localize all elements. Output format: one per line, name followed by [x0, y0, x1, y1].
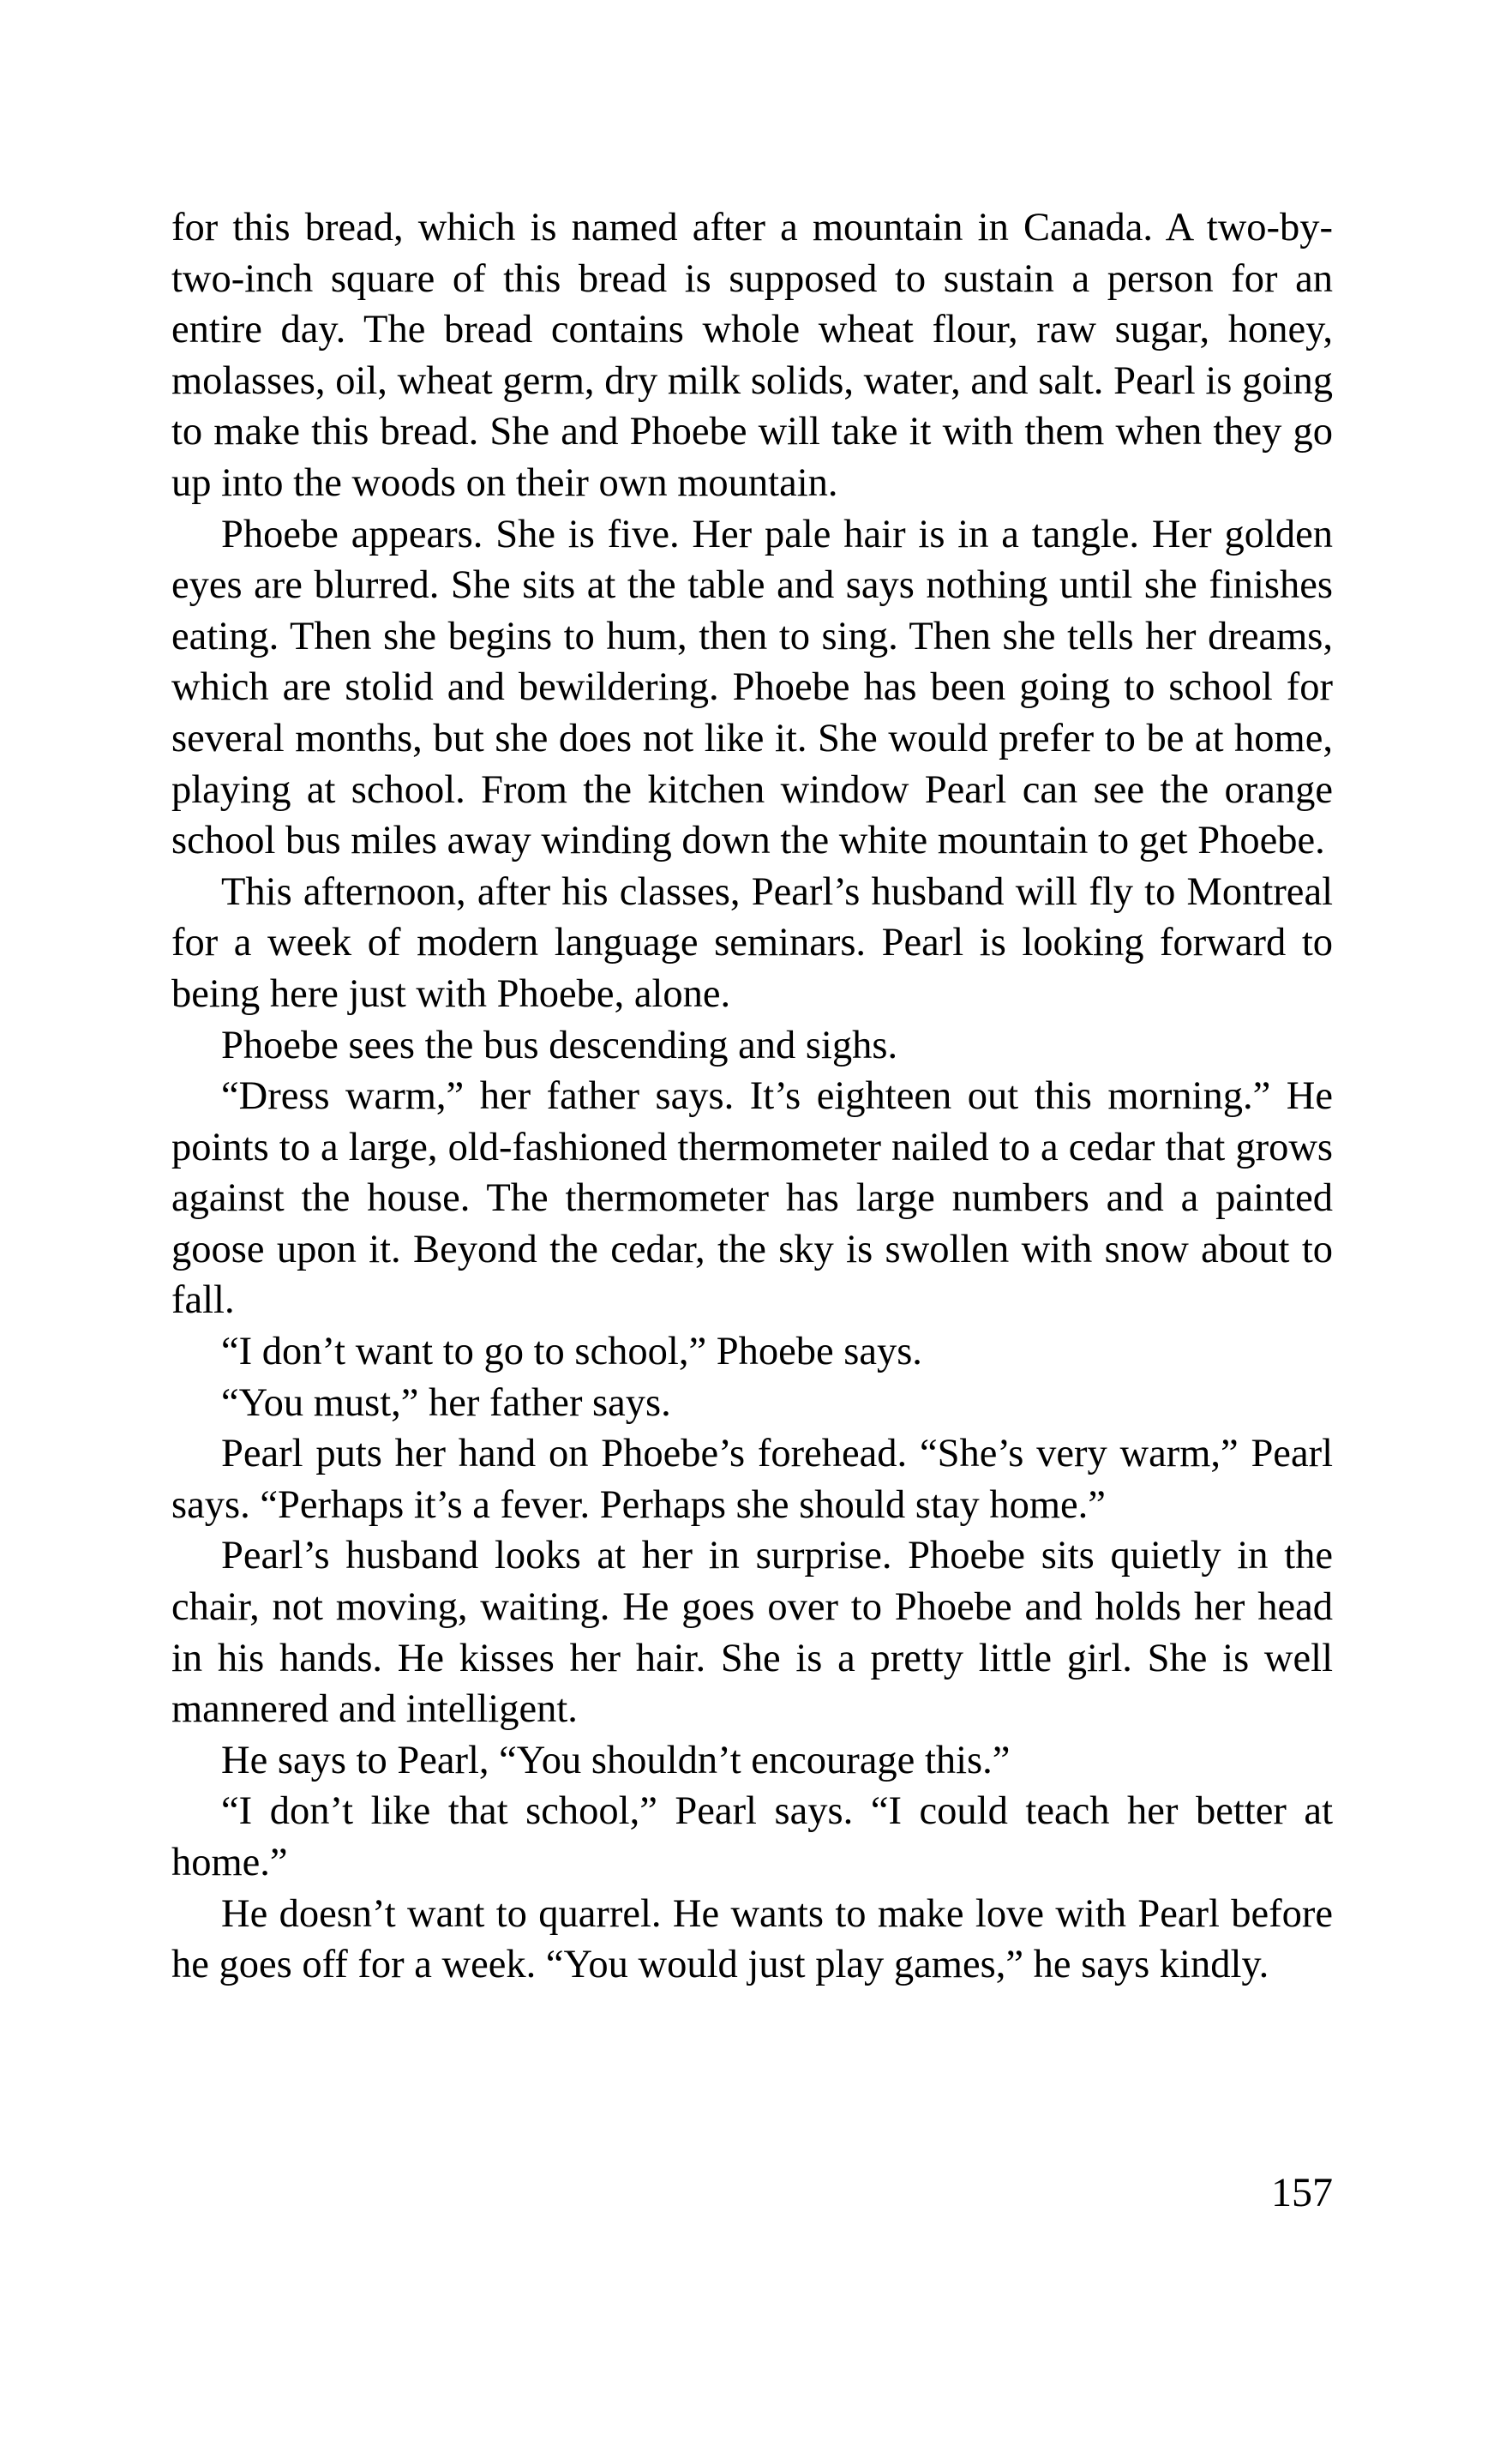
- paragraph: He says to Pearl, “You shouldn’t encourage this.”: [221, 1738, 1011, 1782]
- paragraph: Phoebe sees the bus descending and sighs.: [221, 1023, 898, 1067]
- page-body: [171, 202, 1333, 1991]
- page-number: 157: [1271, 2170, 1333, 2215]
- paragraph: Pearl puts her hand on Phoebe’s forehead. “She’s very warm,” Pearl says. “Perhaps it’s a fever. Perhaps she should stay home.”: [171, 1432, 1333, 1527]
- paragraph: “I don’t like that school,” Pearl says. “I could teach her better at home.”: [171, 1789, 1333, 1884]
- paragraph: for this bread, which is named after a mountain in Canada. A two-by-two-inch square of this bread is supposed to sustain a person for an entire day. The bread contains whole wheat flour, raw sugar, honey, molasses, oil, wheat germ, dry milk solids, water, and salt. Pearl is going to make this bread. She and Phoebe will take it with them when they go up into the woods on their own mountain.: [171, 206, 1333, 505]
- paragraph: “You must,” her father says.: [221, 1380, 671, 1425]
- paragraph: Phoebe appears. She is five. Her pale hair is in a tangle. Her golden eyes are blurred. She sits at the table and says nothing until she finishes eating. Then she begins to hum, then to sing. Then she tells her dreams, which are stolid and bewildering. Phoebe has been going to school for several months, but she does not like it. She would prefer to be at home, playing at school. From the kitchen window Pearl can see the orange school bus miles away winding down the white mountain to get Phoebe.: [171, 512, 1333, 863]
- paragraph: “Dress warm,” her father says. It’s eighteen out this morning.” He points to a large, old-fashioned thermometer nailed to a cedar that grows against the house. The thermometer has large numbers and a painted goose upon it. Beyond the cedar, the sky is swollen with snow about to fall.: [171, 1074, 1333, 1323]
- paragraph: “I don’t want to go to school,” Phoebe says.: [221, 1330, 922, 1374]
- paragraph: This afternoon, after his classes, Pearl’s husband will fly to Montreal for a week of modern language seminars. Pearl is looking forward to being here just with Phoebe, alone.: [171, 869, 1333, 1016]
- paragraph: Pearl’s husband looks at her in surprise. Phoebe sits quietly in the chair, not moving, waiting. He goes over to Phoebe and holds her head in his hands. He kisses her hair. She is a pretty little girl. She is well mannered and intelligent.: [171, 1534, 1333, 1732]
- paragraph: He doesn’t want to quarrel. He wants to make love with Pearl before he goes off for a week. “You would just play games,” he says kindly.: [171, 1891, 1333, 1987]
